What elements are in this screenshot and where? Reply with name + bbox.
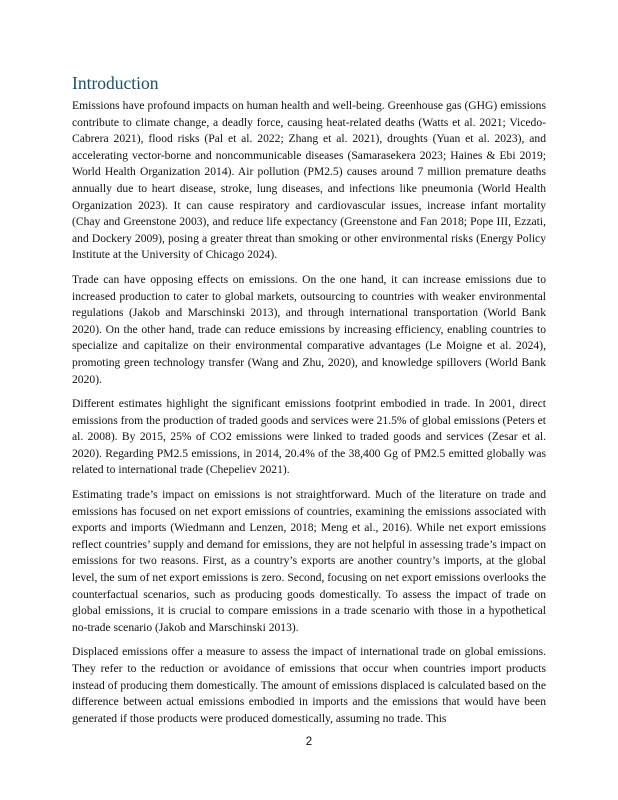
- paragraph-emissions-estimates: Different estimates highlight the significant emissions footprint embodied in trade. In 2001, direct emissions from the production of traded goods and services were 21.5% of global emissions (Peters et al. 2008). By 2015, 25% of CO2 emissions were linked to traded goods and services (Zesar et al. 2020). Regarding PM2.5 emissions, in 2014, 20.4% of the 38,400 Gg of PM2.5 emitted globally was related to international trade (Chepeliev 2021).: [72, 397, 546, 477]
- paragraph-estimation-challenges: Estimating trade’s impact on emissions is not straightforward. Much of the literature on trade and emissions has focused on net export emissions of countries, examining the emissions associated with exports and imports (Wiedmann and Lenzen, 2018; Meng et al., 2016). While net export emissions reflect countries’ supply and demand for emissions, they are not helpful in assessing trade’s impact on emissions for two reasons. First, as a country’s exports are another country’s imports, at the global level, the sum of net export emissions is zero. Second, focusing on net export emissions overlooks the counterfactual scenarios, such as producing goods domestically. To assess the impact of trade on global emissions, it is crucial to compare emissions in a trade scenario with those in a hypothetical no-trade scenario (Jakob and Marschinski 2013).: [72, 488, 546, 634]
- page-number: 2: [305, 736, 313, 748]
- paragraph-trade-effects: Trade can have opposing effects on emissions. On the one hand, it can increase emissions due to increased production to cater to global markets, outsourcing to countries with weaker environmental regulations (Jakob and Marschinski 2013), and through international transportation (World Bank 2020). On the other hand, trade can reduce emissions by increasing efficiency, enabling countries to specialize and capitalize on their environmental comparative advantages (Le Moigne et al. 2024), promoting green technology transfer (Wang and Zhu, 2020), and knowledge spillovers (World Bank 2020).: [72, 272, 546, 386]
- section-heading: Introduction: [72, 73, 159, 93]
- body-text: [72, 98, 546, 735]
- paragraph-displaced-emissions: Displaced emissions offer a measure to assess the impact of international trade on global emissions. They refer to the reduction or avoidance of emissions that occur when countries import products instead of producing them domestically. The amount of emissions displaced is calculated based on the difference between actual emissions embodied in imports and the emissions that would have been generated if those products were produced domestically, assuming no trade. This: [72, 645, 546, 725]
- paragraph-health-impacts: Emissions have profound impacts on human health and well-being. Greenhouse gas (GHG) emissions contribute to climate change, a deadly force, causing heat-related deaths (Watts et al. 2021; Vicedo-Cabrera 2021), flood risks (Pal et al. 2022; Zhang et al. 2021), droughts (Yuan et al. 2023), and accelerating vector-borne and noncommunicable diseases (Samarasekera 2023; Haines & Ebi 2019; World Health Organization 2014). Air pollution (PM2.5) causes around 7 million premature deaths annually due to heart disease, stroke, lung diseases, and infections like pneumonia (World Health Organization 2023). It can cause respiratory and cardiovascular issues, increase infant mortality (Chay and Greenstone 2003), and reduce life expectancy (Greenstone and Fan 2018; Pope III, Ezzati, and Dockery 2009), posing a greater threat than smoking or other environmental risks (Energy Policy Institute at the University of Chicago 2024).: [72, 99, 546, 262]
